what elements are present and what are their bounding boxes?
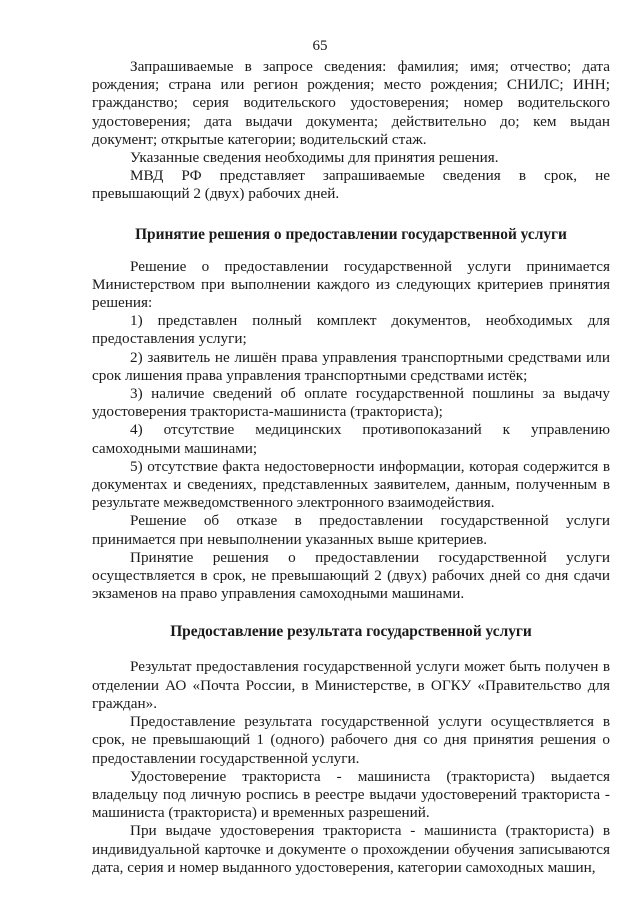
page-number: 65 <box>312 38 328 54</box>
document-body <box>92 58 610 877</box>
paragraph-refusal: Решение об отказе в предоставлении государственной услуги принимается при невыполнении указанных выше критериев. <box>92 512 610 548</box>
paragraph-certificate-issue: Удостоверение тракториста - машиниста (тракториста) выдается владельцу под личную роспись в реестре выдачи удостоверений тракториста - машиниста (тракториста) и временных разрешений. <box>92 767 610 822</box>
paragraph-decision-deadline: Принятие решения о предоставлении государственной услуги осуществляется в срок, не превышающий 2 (двух) рабочих дней со дня сдачи экзаменов на право управления самоходными машинами. <box>92 548 610 603</box>
section-heading-decision: Принятие решения о предоставлении государственной услуги <box>135 225 567 243</box>
criterion-item: 3) наличие сведений об оплате государственной пошлины за выдачу удостоверения тракториста-машиниста (тракториста); <box>92 385 610 421</box>
paragraph-result-delivery: Результат предоставления государственной услуги может быть получен в отделении АО «Почта России, в Министерстве, в ОГКУ «Правительство для граждан». <box>92 658 610 712</box>
criterion-item: 2) заявитель не лишён права управления транспортными средствами или срок лишения права управления транспортными средствами истёк; <box>92 348 610 384</box>
criterion-item: 4) отсутствие медицинских противопоказаний к управлению самоходными машинами; <box>92 421 610 457</box>
section-heading-result: Предоставление результата государственной услуги <box>170 623 532 641</box>
criterion-item: 5) отсутствие факта недостоверности информации, которая содержится в документах и сведениях, представленных заявителем, данным, полученным в результате межведомственного электронного взаимодействия. <box>92 457 610 512</box>
criterion-item: 1) представлен полный комплект документов, необходимых для предоставления услуги; <box>92 312 610 348</box>
paragraph-certificate-records: При выдаче удостоверения тракториста - машиниста (тракториста) в индивидуальной карточке и документе о прохождении обучения записываются дата, серия и номер выданного удостоверения, категории самоходных машин, <box>92 822 610 876</box>
paragraph-info-needed: Указанные сведения необходимы для принятия решения. <box>130 149 499 167</box>
paragraph-decision-intro: Решение о предоставлении государственной услуги принимается Министерством при выполнении каждого из следующих критериев принятия решения: <box>92 257 610 312</box>
paragraph-result-deadline: Предоставление результата государственной услуги осуществляется в срок, не превышающий 1 (одного) рабочего дня со дня принятия решения о предоставлении государственной услуги. <box>92 713 610 767</box>
paragraph-requested-info: Запрашиваемые в запросе сведения: фамилия; имя; отчество; дата рождения; страна или регион рождения; место рождения; СНИЛС; ИНН; гражданство; серия водительского удостоверения; номер водительского удостоверения; дата выдачи документа; действительно до; кем выдан документ; открытые категории; водительский стаж. <box>92 58 610 148</box>
paragraph-mvd-deadline: МВД РФ представляет запрашиваемые сведения в срок, не превышающий 2 (двух) рабочих дней. <box>92 167 610 203</box>
